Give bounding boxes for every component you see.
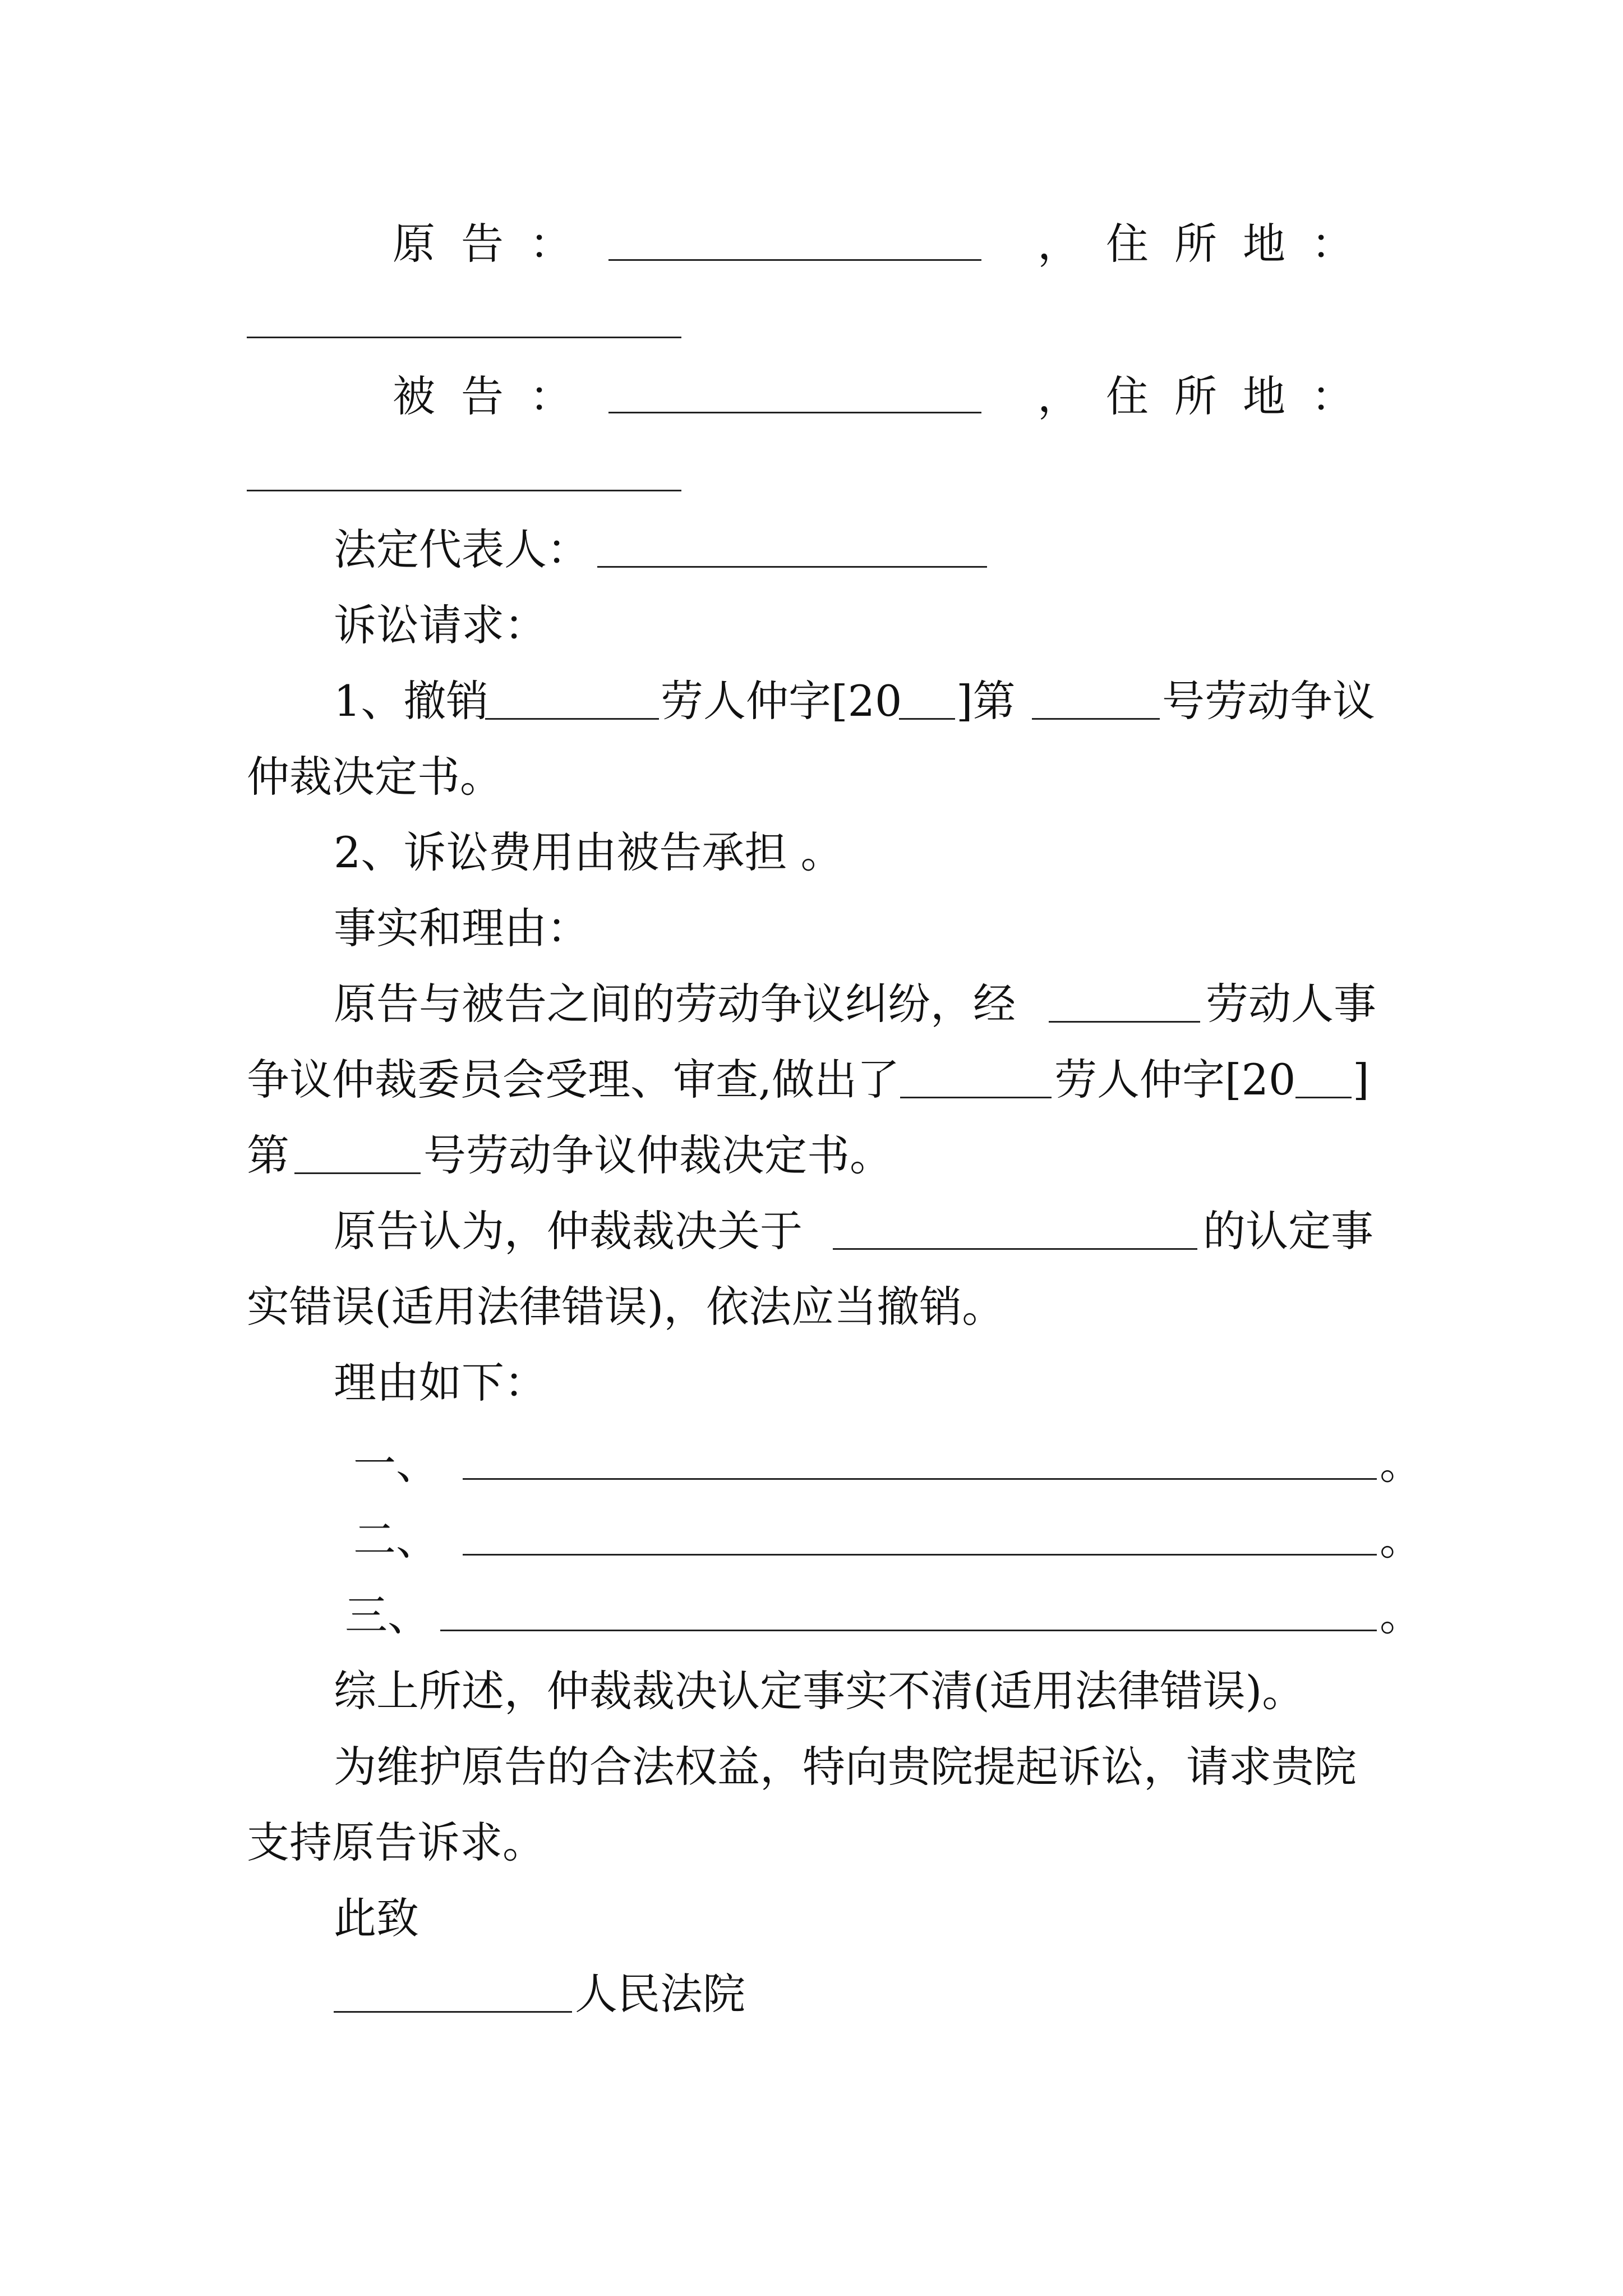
facts-text-3b: 号劳动争议仲裁决定书。: [423, 1130, 892, 1180]
facts-heading-line: [0, 898, 1623, 959]
claim-1-blank-committee: [485, 718, 659, 720]
reason-1-line: [0, 1433, 1623, 1495]
claim-1-blank-year: [899, 718, 955, 720]
closing-line: [0, 1888, 1623, 1949]
request-text-b: 支持原告诉求。: [247, 1818, 545, 1867]
defendant-address-blank: [247, 490, 681, 491]
claim-1-line: [0, 670, 1623, 732]
claim-1-text-b: 劳人仲字[20: [661, 676, 902, 726]
reason-3-blank: [440, 1630, 1377, 1631]
claim-1-blank-number: [1032, 718, 1160, 720]
facts-blank-committee: [1049, 1021, 1200, 1023]
facts-text-1b: 劳动人事: [1206, 979, 1376, 1029]
facts-blank-committee-2: [900, 1097, 1052, 1098]
facts-text-2b: 劳人仲字[20: [1054, 1055, 1296, 1105]
facts-heading: 事实和理由：: [334, 903, 589, 953]
opinion-text-b: 的认定事: [1203, 1206, 1373, 1256]
claim-1-text-d: 号劳动争议: [1162, 676, 1375, 726]
request-text-a: 为维护原告的合法权益，特向贵院提起诉讼，请求贵院: [334, 1742, 1357, 1792]
defendant-label: 被告：: [393, 371, 598, 421]
claim-2-text: 2、诉讼费用由被告承担 。: [334, 827, 843, 877]
facts-text-2c: ]: [1353, 1055, 1370, 1105]
reasons-heading-line: [0, 1352, 1623, 1414]
facts-text-2a: 争议仲裁委员会受理、审查,做出了: [247, 1055, 900, 1105]
summary-text: 综上所述，仲裁裁决认定事实不清(适用法律错误)。: [334, 1666, 1305, 1716]
court-text: 人民法院: [575, 1969, 745, 2019]
claim-1-line-2: [0, 746, 1623, 808]
plaintiff-address-blank: [247, 337, 681, 338]
closing-text: 此致: [334, 1893, 419, 1943]
reason-3-period: 。: [1380, 1590, 1422, 1640]
facts-line-3: [0, 1125, 1623, 1186]
request-line-1: [0, 1736, 1623, 1798]
reason-2-label: 二、: [353, 1515, 439, 1565]
reason-1-blank: [463, 1478, 1377, 1480]
claim-1-text-a: 1、撤销: [334, 676, 489, 726]
opinion-line-1: [0, 1200, 1623, 1262]
claim-1-text-c: ]第: [956, 676, 1016, 726]
reason-1-label: 一、: [353, 1439, 439, 1489]
opinion-line-2: [0, 1276, 1623, 1338]
defendant-address-label: ，住所地：: [1038, 371, 1380, 421]
opinion-text-a: 原告认为，仲裁裁决关于: [334, 1206, 803, 1256]
court-name-blank: [334, 2011, 572, 2013]
request-line-2: [0, 1812, 1623, 1874]
legal-rep-blank: [597, 566, 987, 568]
legal-rep-label: 法定代表人：: [334, 524, 589, 574]
facts-line-1: [0, 973, 1623, 1035]
reason-2-period: 。: [1380, 1515, 1422, 1565]
claim-2-line: [0, 822, 1623, 884]
court-line: [0, 1963, 1623, 2025]
plaintiff-label: 原告：: [393, 219, 598, 269]
facts-text-1a: 原告与被告之间的劳动争议纠纷，经: [334, 979, 1016, 1029]
opinion-blank-subject: [833, 1248, 1197, 1250]
reason-3-label: 三、: [345, 1590, 430, 1640]
facts-blank-year: [1295, 1097, 1352, 1098]
reason-3-line: [0, 1585, 1623, 1646]
defendant-line: [0, 366, 1623, 427]
defendant-name-blank: [608, 412, 981, 413]
claims-heading-line: [0, 595, 1623, 656]
reason-1-period: 。: [1380, 1439, 1422, 1489]
plaintiff-address-label: ，住所地：: [1038, 219, 1380, 269]
facts-text-3a: 第: [247, 1130, 289, 1180]
reason-2-blank: [463, 1554, 1377, 1556]
facts-line-2: [0, 1049, 1623, 1111]
opinion-text-c: 实错误(适用法律错误)，依法应当撤销。: [247, 1282, 1005, 1332]
claims-heading: 诉讼请求：: [334, 600, 547, 650]
reason-2-line: [0, 1509, 1623, 1571]
plaintiff-name-blank: [608, 259, 981, 261]
summary-line: [0, 1660, 1623, 1722]
reasons-heading: 理由如下：: [334, 1358, 547, 1407]
plaintiff-line: [0, 213, 1623, 275]
legal-rep-line: [0, 519, 1623, 581]
facts-blank-number: [294, 1172, 421, 1174]
claim-1-text-e: 仲裁决定书。: [247, 752, 502, 802]
